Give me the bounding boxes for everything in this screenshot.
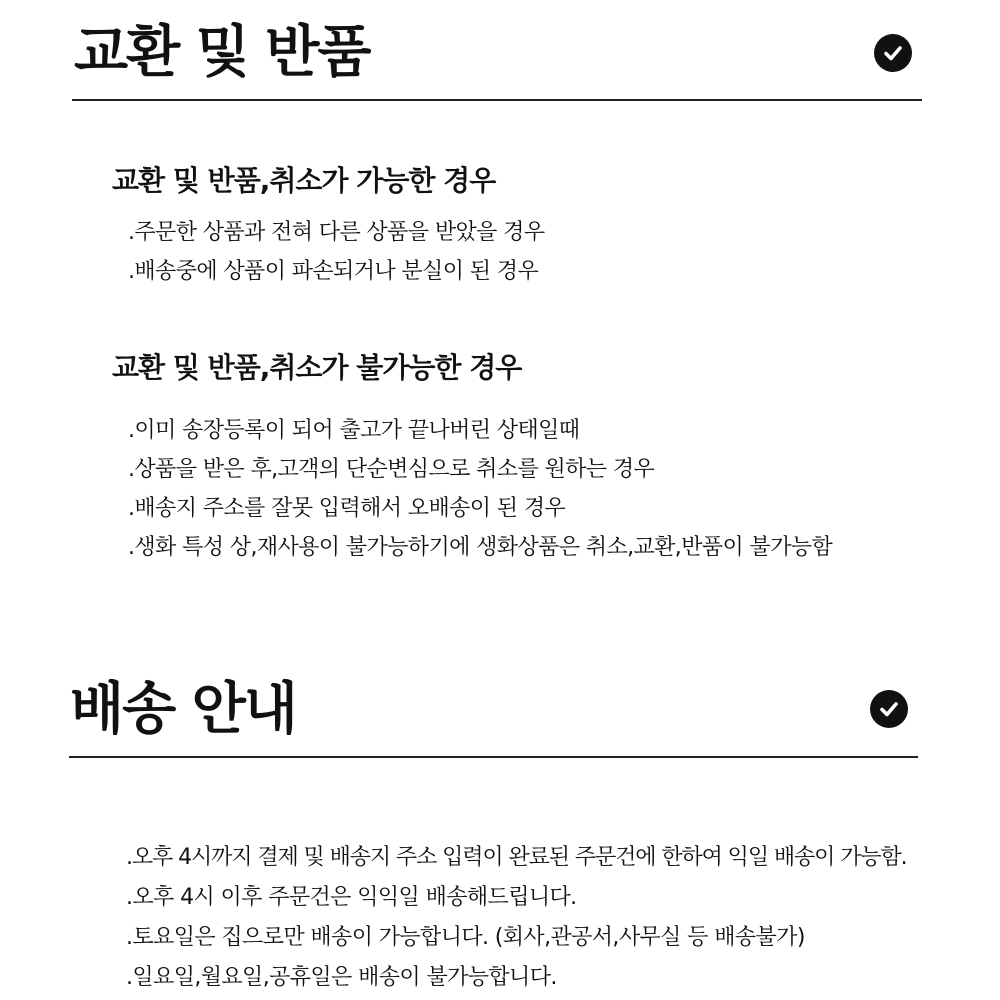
delivery-info-item: .일요일,월요일,공휴일은 배송이 불가능합니다. [126,965,557,990]
checkmark-icon [878,698,900,720]
delivery-info-item: .토요일은 집으로만 배송이 가능합니다. (회사,관공서,사무실 등 배송불가) [126,925,805,950]
impossible-case-item: .생화 특성 상,재사용이 불가능하기에 생화상품은 취소,교환,반품이 불가능함 [128,535,833,560]
possible-case-item: .배송중에 상품이 파손되거나 분실이 된 경우 [128,259,539,284]
delivery-section [0,600,1000,1000]
checkmark-icon [882,42,904,64]
check-circle-icon [874,34,912,72]
delivery-title-divider [69,756,918,758]
impossible-case-item: .이미 송장등록이 되어 출고가 끝나버린 상태일때 [128,418,580,443]
possible-cases-heading: 교환 및 반품,취소가 가능한 경우 [112,164,496,197]
exchange-title-divider [72,99,922,101]
delivery-info-item: .오후 4시까지 결제 및 배송지 주소 입력이 완료된 주문건에 한하여 익일 배송이 가능함. [126,845,907,870]
check-circle-icon [870,690,908,728]
impossible-case-item: .배송지 주소를 잘못 입력해서 오배송이 된 경우 [128,496,566,521]
delivery-info-item: .오후 4시 이후 주문건은 익익일 배송해드립니다. [126,885,577,910]
exchange-return-title: 교환 및 반품 [74,20,370,85]
impossible-case-item: .상품을 받은 후,고객의 단순변심으로 취소를 원하는 경우 [128,457,655,482]
delivery-title: 배송 안내 [70,677,296,742]
possible-case-item: .주문한 상품과 전혀 다른 상품을 받았을 경우 [128,220,545,245]
impossible-cases-heading: 교환 및 반품,취소가 불가능한 경우 [112,351,522,384]
